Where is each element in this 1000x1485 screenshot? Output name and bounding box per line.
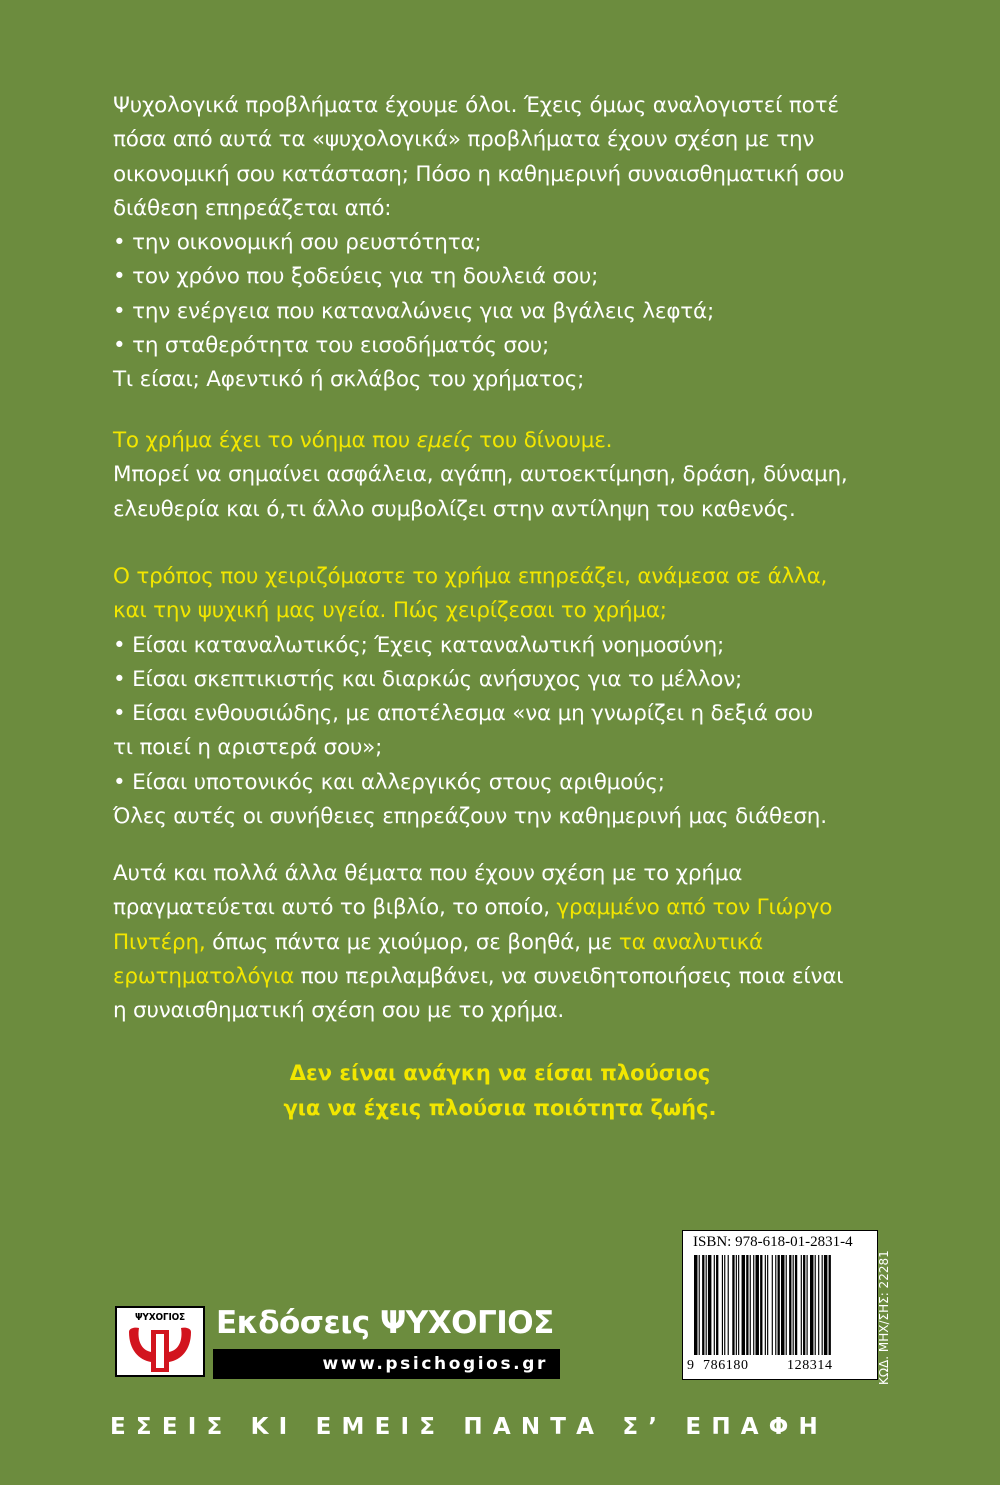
meaning-headline-start: Το χρήμα έχει το νόημα που — [113, 428, 417, 453]
intro-bullet: • τη σταθερότητα του εισοδήματός σου; — [113, 333, 550, 359]
about-line — [113, 926, 893, 960]
barcode-digit-first: 9 — [687, 1358, 694, 1373]
handling-bullet: • Είσαι ενθουσιώδης, με αποτέλεσμα «να μη γνωρίζει η δεξιά σου — [113, 701, 813, 727]
about-author-name: Πιντέρη, — [113, 929, 206, 955]
intro-bullet: • την ενέργεια που καταναλώνεις για να βγάλεις λεφτά; — [113, 298, 715, 324]
handling-paragraph — [113, 560, 893, 834]
barcode-digits — [683, 1358, 877, 1376]
handling-bullet-continuation: τι ποιεί η αριστερά σου»; — [113, 735, 383, 761]
isbn-label: ISBN: 978-618-01-2831-4 — [693, 1234, 853, 1250]
about-line — [113, 960, 893, 994]
intro-paragraph — [113, 89, 893, 398]
handling-bullet: • Είσαι καταναλωτικός; Έχεις καταναλωτική νοημοσύνη; — [113, 632, 725, 658]
slogan-line: Δεν είναι ανάγκη να είσαι πλούσιος — [289, 1061, 711, 1085]
intro-line: πόσα από αυτά τα «ψυχολογικά» προβλήματα έχουν σχέση με την — [113, 127, 815, 153]
slogan — [0, 1056, 1000, 1126]
meaning-headline-end: του δίνουμε. — [472, 428, 613, 453]
about-text: όπως πάντα με χιούμορ, σε βοηθά, με — [205, 929, 619, 955]
barcode-digits-left: 786180 — [703, 1358, 749, 1373]
about-text: πραγματεύεται αυτό το βιβλίο, το οποίο, — [113, 895, 557, 921]
intro-question: Τι είσαι; Αφεντικό ή σκλάβος του χρήματος; — [113, 367, 585, 393]
about-line — [113, 891, 893, 925]
meaning-paragraph — [113, 424, 893, 527]
logo-text: ΨΥΧΟΓΙΟΣ — [134, 1312, 186, 1323]
meaning-line: ελευθερία και ό,τι άλλο συμβολίζει στην αντίληψη του καθενός. — [113, 496, 796, 522]
meaning-line: Μπορεί να σημαίνει ασφάλεια, αγάπη, αυτοεκτίμηση, δράση, δύναμη, — [113, 462, 848, 488]
publisher-url[interactable]: www.psichogios.gr — [213, 1349, 560, 1379]
handling-highlight-line: Ο τρόπος που χειριζόμαστε το χρήμα επηρεάζει, ανάμεσα σε άλλα, — [113, 564, 828, 589]
handling-bullet: • Είσαι υποτονικός και αλλεργικός στους αριθμούς; — [113, 769, 665, 795]
meaning-headline-emphasis: εμείς — [416, 428, 473, 453]
about-questionnaires-highlight: ερωτηματολόγια — [113, 963, 295, 989]
handling-conclusion: Όλες αυτές οι συνήθειες επηρεάζουν την καθημερινή μας διάθεση. — [113, 804, 827, 830]
publisher-tagline: ΕΣΕΙΣ ΚΙ ΕΜΕΙΣ ΠΑΝΤΑ Σ’ ΕΠΑΦΗ — [110, 1414, 828, 1440]
barcode-digits-right: 128314 — [787, 1358, 833, 1373]
intro-line: Ψυχολογικά προβλήματα έχουμε όλοι. Έχεις όμως αναλογιστεί ποτέ — [113, 93, 839, 118]
intro-bullet: • την οικονομική σου ρευστότητα; — [113, 230, 482, 256]
product-code: ΚΩΔ. ΜΗΧ/ΣΗΣ: 22281 — [877, 1250, 891, 1385]
intro-line: διάθεση επηρεάζεται από: — [113, 195, 392, 221]
about-author-highlight: γραμμένο από τον Γιώργο — [556, 895, 833, 921]
about-line: Αυτά και πολλά άλλα θέματα που έχουν σχέση με το χρήμα — [113, 861, 743, 886]
about-paragraph — [113, 857, 893, 1028]
barcode-box — [682, 1230, 878, 1380]
publisher-logo — [115, 1306, 205, 1377]
publisher-name: Εκδόσεις ΨΥΧΟΓΙΟΣ — [216, 1305, 554, 1341]
barcode-icon — [690, 1255, 872, 1359]
intro-line: οικονομική σου κατάσταση; Πόσο η καθημερινή συναισθηματική σου — [113, 161, 845, 187]
meaning-headline — [113, 424, 893, 458]
about-line: η συναισθηματική σχέση σου με το χρήμα. — [113, 998, 565, 1024]
intro-bullet: • τον χρόνο που ξοδεύεις για τη δουλειά σου; — [113, 264, 599, 290]
about-text: που περιλαμβάνει, να συνειδητοποιήσεις ποια είναι — [294, 963, 844, 989]
handling-highlight-line: και την ψυχική μας υγεία. Πώς χειρίζεσαι το χρήμα; — [113, 598, 667, 624]
slogan-line: για να έχεις πλούσια ποιότητα ζωής. — [283, 1096, 717, 1120]
handling-bullet: • Είσαι σκεπτικιστής και διαρκώς ανήσυχος για το μέλλον; — [113, 666, 743, 692]
psi-logo-icon — [125, 1326, 195, 1374]
about-questionnaires-highlight: τα αναλυτικά — [618, 929, 764, 955]
